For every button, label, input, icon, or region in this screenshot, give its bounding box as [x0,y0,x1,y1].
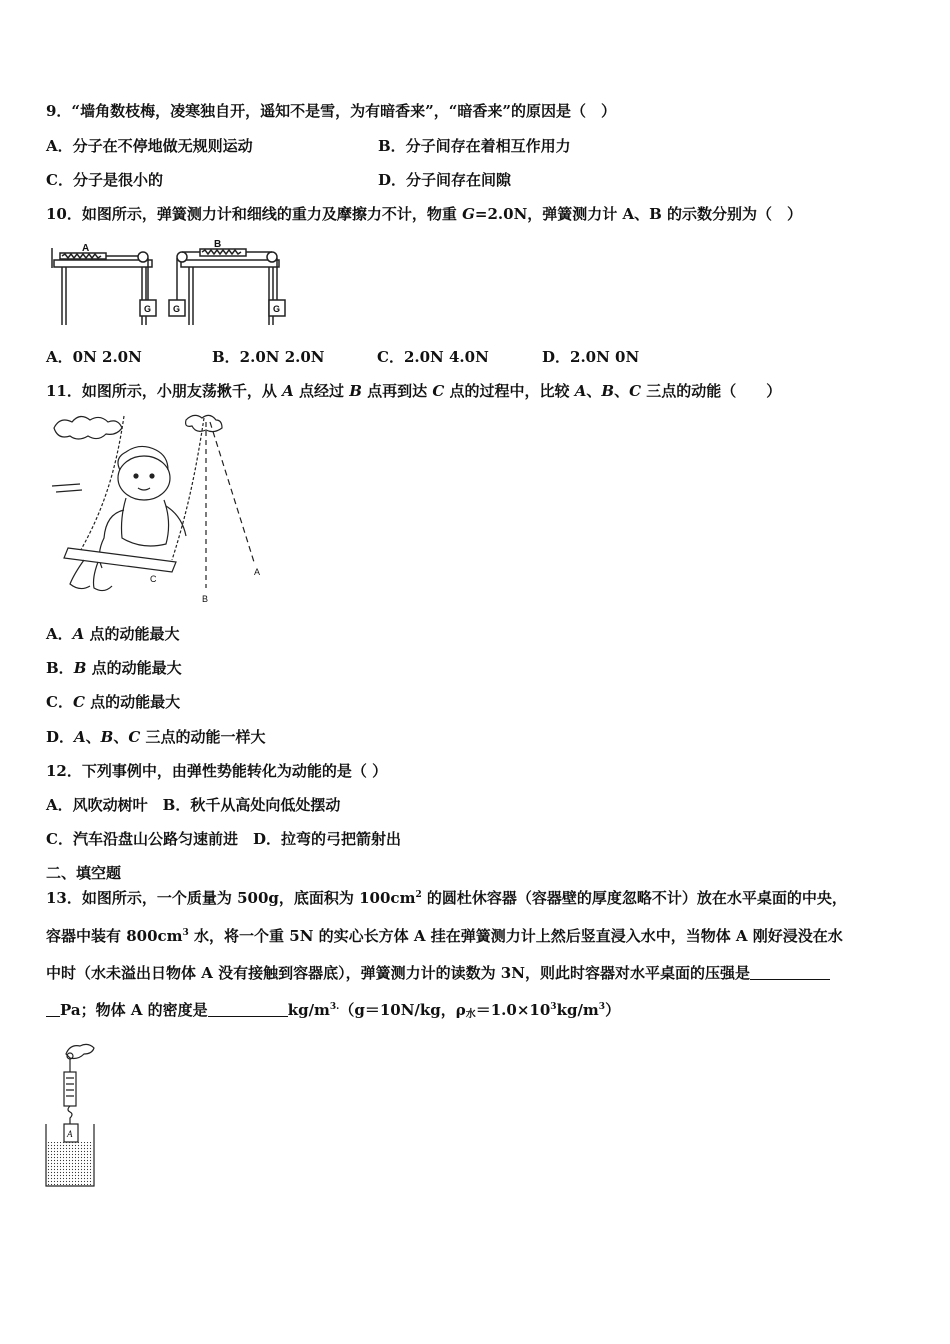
weight-label-2: G [173,304,181,314]
q11-option-b: B．B 点的动能最大 [46,659,182,677]
q13-line-1: 13．如图所示，一个质量为 500g，底面积为 $100cm^2$ 的圆杜休容器（容器壁的厚度忽略不计）放在水平桌面的中央， [46,889,847,907]
weight-label-1: G [144,304,152,314]
q12-stem: 12．下列事例中，由弹性势能转化为动能的是（ ） [46,762,388,780]
q13-line-4: Pa；物体 A 的密度是 $kg/m^{3.}(g=10N/kg$，$\rho_水=1.0\times 10^3kg/m^3$） [46,1000,620,1025]
scale-b-label: B [214,240,222,250]
q10-option-b: B．2.0N 2.0N [212,348,325,366]
section-heading: 二、填空题 [46,864,122,882]
q10-option-d: D．2.0N 0N [542,348,640,366]
point-a-label: A [254,567,261,577]
q9-option-c: C．分子是很小的 [46,171,163,189]
point-b-label: B [202,594,209,604]
q9-option-b: B．分子间存在着相互作用力 [378,137,571,155]
answer-blank-1b[interactable] [46,1001,60,1017]
answer-blank-1a[interactable] [750,964,830,980]
q10-option-a: A．0N 2.0N [46,348,142,366]
point-c-label: C [150,574,157,584]
q11-option-d: D．A、B、C 三点的动能一样大 [46,728,266,746]
q11-stem: 11．如图所示，小朋友荡揪千，从 A 点经过 B 点再到达 C 点的过程中，比较 A、B、C 三点的动能（ ） [46,382,782,400]
weight-label-3: G [273,304,281,314]
q9-option-a: A．分子在不停地做无规则运动 [46,137,253,155]
swing-figure [46,410,276,610]
q11-option-c: C．C 点的动能最大 [46,693,181,711]
q12-options-ab: A．风吹动树叶 B．秋千从高处向低处摆动 [46,796,341,814]
q9-option-d: D．分子间存在间隙 [378,171,512,189]
block-a-label: A [67,1129,73,1139]
q13-line-3: 中时（水未溢出日物体 A 没有接触到容器底），弹簧测力计的读数为 3N，则此时容器对水平桌面的压强是 [46,963,830,983]
container-figure [44,1036,100,1190]
spring-scale-figure [46,240,296,330]
answer-blank-2[interactable] [208,1001,288,1017]
q10-option-c: C．2.0N 4.0N [377,348,489,366]
scale-a-label: A [82,243,90,254]
q10-stem: 10．如图所示，弹簧测力计和细线的重力及摩擦力不计，物重 G=2.0N，弹簧测力计 A、B 的示数分别为（ ） [46,205,803,223]
q12-options-cd: C．汽车沿盘山公路匀速前进 D．拉弯的弓把箭射出 [46,830,401,848]
q9-stem: 9．“墙角数枝梅，凌寒独自开，遥知不是雪，为有暗香来”，“暗香来”的原因是（ ） [46,102,616,120]
q13-line-2: 容器中装有 $800cm^3$ 水，将一个重 5N 的实心长方体 A 挂在弹簧测力计上然后竖直浸入水中，当物体 A 刚好浸没在水 [46,927,843,945]
q11-option-a: A．A 点的动能最大 [46,625,180,643]
